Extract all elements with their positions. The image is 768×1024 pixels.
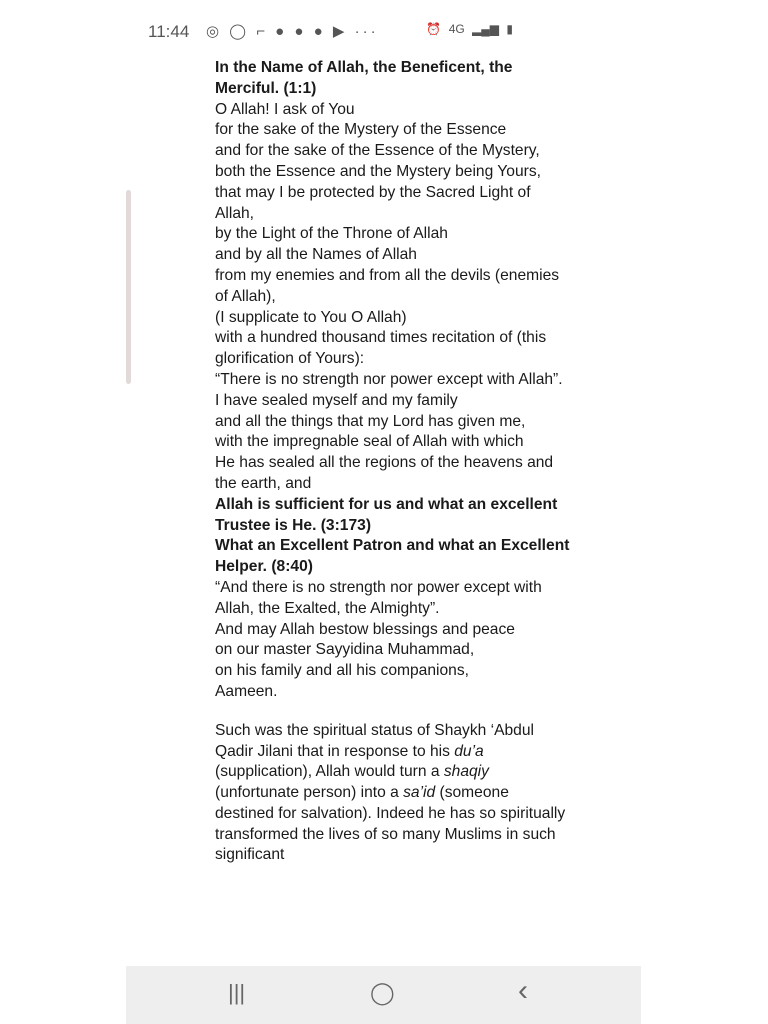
prayer-text bbox=[215, 58, 570, 703]
back-button[interactable]: ‹ bbox=[518, 974, 528, 1007]
scrollbar[interactable] bbox=[126, 190, 131, 384]
facebook-icon: ● bbox=[313, 23, 326, 40]
prayer-line: that may I be protected by the Sacred Light of Allah, bbox=[215, 183, 531, 222]
prayer-line: and for the sake of the Essence of the Mystery, bbox=[215, 142, 540, 160]
prayer-line: “And there is no strength nor power except with Allah, the Exalted, the Almighty”. bbox=[215, 578, 542, 617]
prayer-line: In the Name of Allah, the Beneficent, the Merciful. (1:1) bbox=[215, 59, 513, 97]
network-type: 4G bbox=[448, 22, 465, 36]
prayer-line: O Allah! I ask of You bbox=[215, 100, 355, 118]
prayer-line: (I supplicate to You O Allah) bbox=[215, 308, 407, 326]
italic-term: shaqiy bbox=[443, 763, 489, 781]
prayer-line: And may Allah bestow blessings and peace bbox=[215, 620, 515, 638]
prayer-line: with a hundred thousand times recitation of (this glorification of Yours): bbox=[215, 329, 547, 368]
prayer-line: Aameen. bbox=[215, 682, 278, 700]
navigation-bar bbox=[126, 966, 641, 1024]
prayer-line: with the impregnable seal of Allah with which bbox=[215, 433, 524, 451]
prayer-line: What an Excellent Patron and what an Excellent Helper. (8:40) bbox=[215, 537, 570, 576]
prayer-line: Allah is sufficient for us and what an excellent Trustee is He. (3:173) bbox=[215, 495, 558, 534]
italic-term: du’a bbox=[454, 742, 484, 760]
whatsapp-icon: ◯ bbox=[229, 23, 250, 40]
prayer-line: by the Light of the Throne of Allah bbox=[215, 225, 448, 243]
italic-term: sa’id bbox=[403, 784, 436, 802]
alarm-icon: ⏰ bbox=[426, 22, 442, 36]
article-content bbox=[215, 58, 570, 866]
prayer-line: both the Essence and the Mystery being Yours, bbox=[215, 162, 541, 180]
battery-icon: ▮ bbox=[506, 22, 513, 36]
paragraph-segment: (someone destined for salvation). Indeed he has so spiritually transformed the lives of so many Muslims in such significant bbox=[215, 784, 566, 864]
status-bar bbox=[126, 14, 641, 48]
prayer-line: and all the things that my Lord has given me, bbox=[215, 412, 526, 430]
facebook-icon: ● bbox=[275, 23, 288, 40]
signal-icon: ▂▄▆ bbox=[472, 22, 500, 36]
prayer-line: He has sealed all the regions of the heavens and the earth, and bbox=[215, 454, 554, 492]
facebook-icon: ● bbox=[294, 23, 307, 40]
notification-icons bbox=[206, 22, 379, 40]
youtube-icon: ▶ bbox=[332, 23, 348, 40]
prayer-line: I have sealed myself and my family bbox=[215, 391, 458, 409]
more-icon: ··· bbox=[354, 23, 379, 40]
home-button[interactable]: ◯ bbox=[370, 980, 395, 1005]
recents-button[interactable]: ||| bbox=[228, 980, 246, 1005]
sync-icon: ◎ bbox=[206, 23, 223, 40]
paragraph-segment: Such was the spiritual status of Shaykh ‘Abdul Qadir Jilani that in response to his bbox=[215, 721, 534, 760]
status-time: 11:44 bbox=[148, 22, 190, 41]
prayer-line: for the sake of the Mystery of the Essence bbox=[215, 121, 507, 139]
prayer-line: on our master Sayyidina Muhammad, bbox=[215, 641, 475, 659]
closing-paragraph bbox=[215, 721, 570, 867]
cast-icon: ⌐ bbox=[256, 23, 268, 40]
prayer-line: and by all the Names of Allah bbox=[215, 246, 417, 264]
system-icons bbox=[422, 22, 513, 36]
paragraph-segment: (unfortunate person) into a bbox=[215, 784, 404, 802]
prayer-line: from my enemies and from all the devils (enemies of Allah), bbox=[215, 266, 560, 305]
prayer-line: “There is no strength nor power except with Allah”. bbox=[215, 370, 563, 388]
paragraph-segment: (supplication), Allah would turn a bbox=[215, 763, 444, 781]
prayer-line: on his family and all his companions, bbox=[215, 662, 469, 680]
